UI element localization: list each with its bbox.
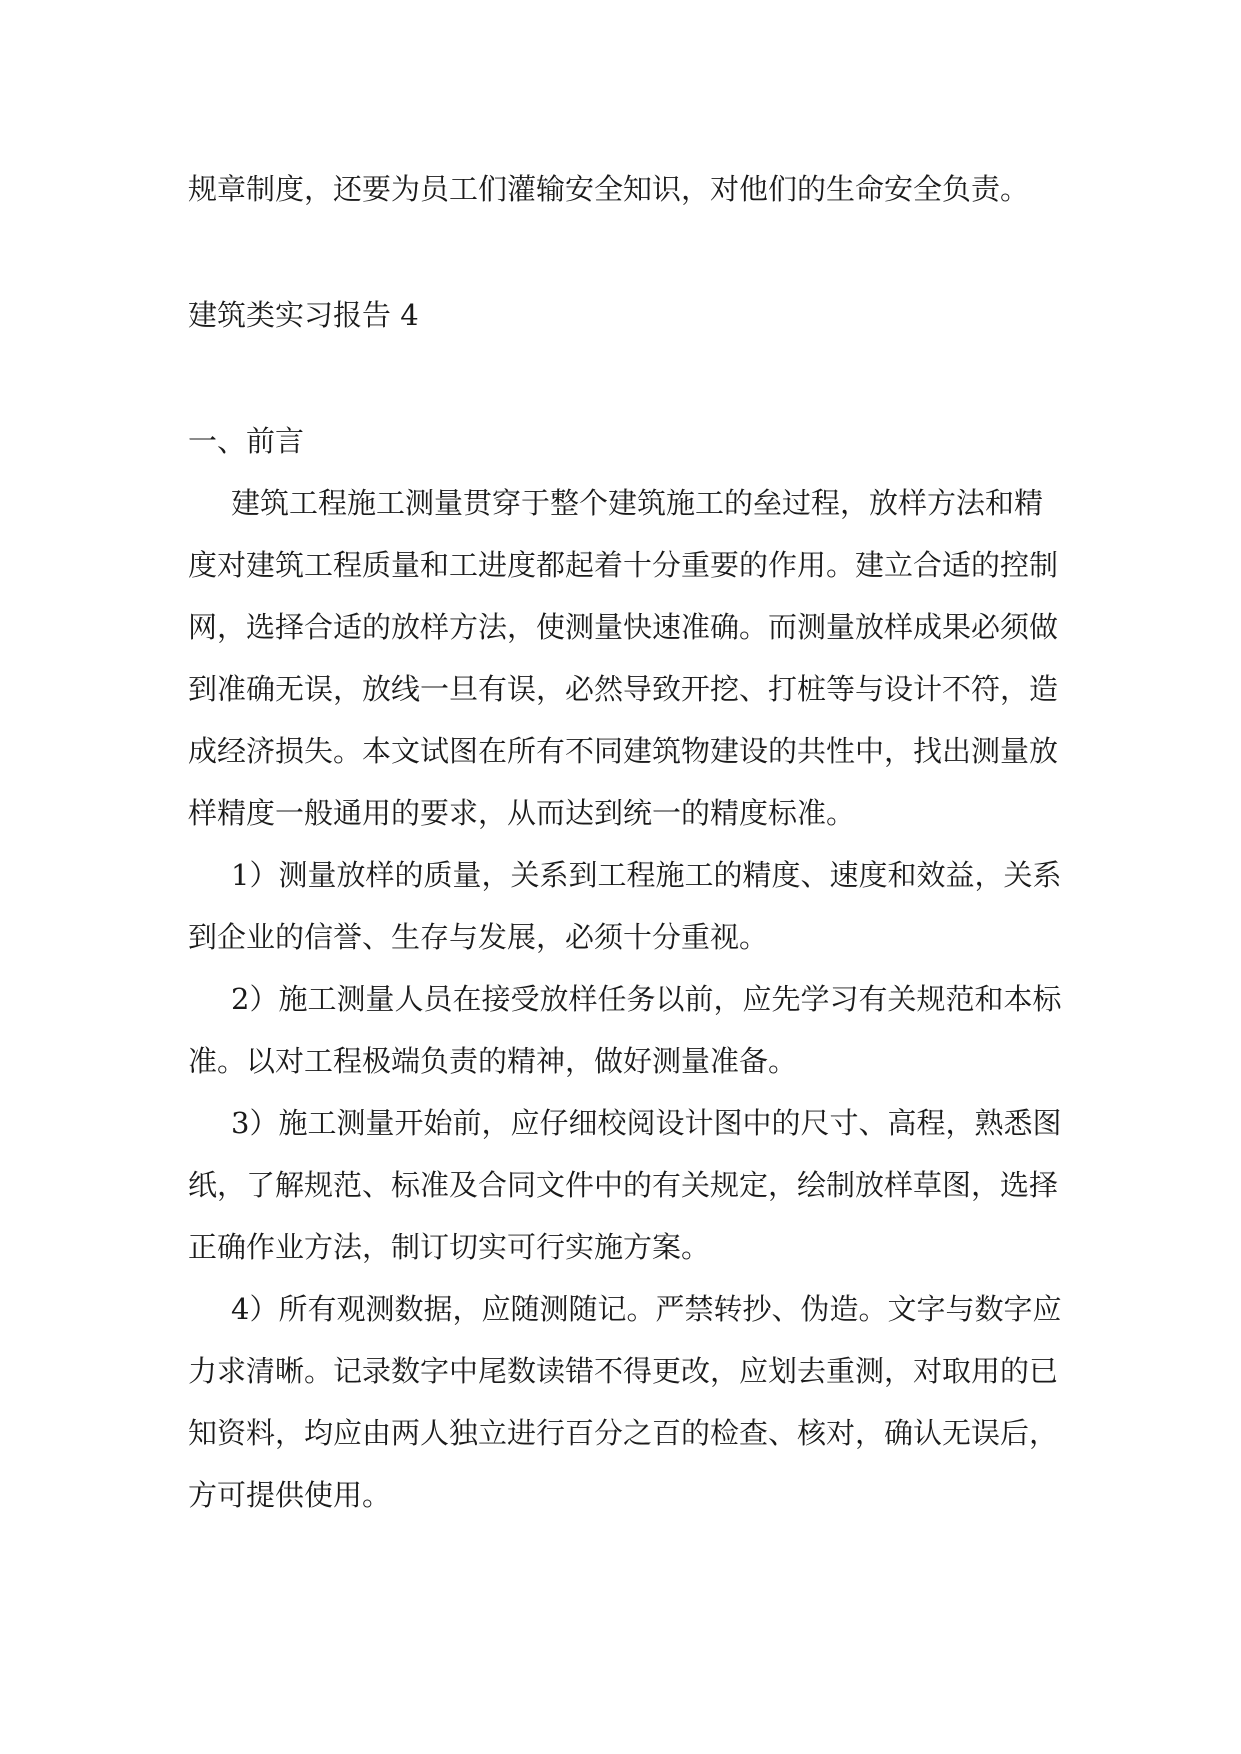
paragraph-line: 样精度一般通用的要求，从而达到统一的精度标准。 [188, 796, 856, 830]
paragraph-line: 方可提供使用。 [188, 1478, 392, 1512]
continuation-line: 规章制度，还要为员工们灌输安全知识，对他们的生命安全负责。 [188, 172, 1030, 206]
paragraph-line: 到准确无误，放线一旦有误，必然导致开挖、打桩等与设计不符，造 [188, 672, 1059, 706]
paragraph-intro [188, 472, 1068, 844]
paragraph-line: 2）施工测量人员在接受放样任务以前，应先学习有关规范和本标 [231, 982, 1062, 1016]
spacer [188, 346, 1068, 410]
paragraph-line: 网，选择合适的放样方法，使测量快速准确。而测量放样成果必须做 [188, 610, 1059, 644]
paragraph-item-1 [188, 844, 1068, 968]
paragraph-line: 1）测量放样的质量，关系到工程施工的精度、速度和效益，关系 [231, 858, 1062, 892]
section-heading: 一、前言 [188, 424, 305, 458]
paragraph-line: 4）所有观测数据，应随测随记。严禁转抄、伪造。文字与数字应 [231, 1292, 1062, 1326]
page-content [188, 158, 1068, 1526]
paragraph-line: 知资料，均应由两人独立进行百分之百的检查、核对，确认无误后， [188, 1416, 1059, 1450]
paragraph-line: 纸，了解规范、标准及合同文件中的有关规定，绘制放样草图，选择 [188, 1168, 1059, 1202]
paragraph-line: 到企业的信誉、生存与发展，必须十分重视。 [188, 920, 769, 954]
paragraph-line: 成经济损失。本文试图在所有不同建筑物建设的共性中，找出测量放 [188, 734, 1059, 768]
spacer [188, 220, 1068, 284]
paragraph-line: 准。以对工程极端负责的精神，做好测量准备。 [188, 1044, 798, 1078]
paragraph-line: 力求清晰。记录数字中尾数读错不得更改，应划去重测，对取用的已 [188, 1354, 1059, 1388]
report-title: 建筑类实习报告 4 [188, 298, 419, 332]
paragraph-item-4 [188, 1278, 1068, 1526]
paragraph-line: 建筑工程施工测量贯穿于整个建筑施工的垒过程，放样方法和精 [231, 486, 1044, 520]
paragraph-line: 度对建筑工程质量和工进度都起着十分重要的作用。建立合适的控制 [188, 548, 1059, 582]
paragraph-item-2 [188, 968, 1068, 1092]
paragraph-line: 正确作业方法，制订切实可行实施方案。 [188, 1230, 711, 1264]
paragraph-item-3 [188, 1092, 1068, 1278]
paragraph-line: 3）施工测量开始前，应仔细校阅设计图中的尺寸、高程，熟悉图 [231, 1106, 1062, 1140]
